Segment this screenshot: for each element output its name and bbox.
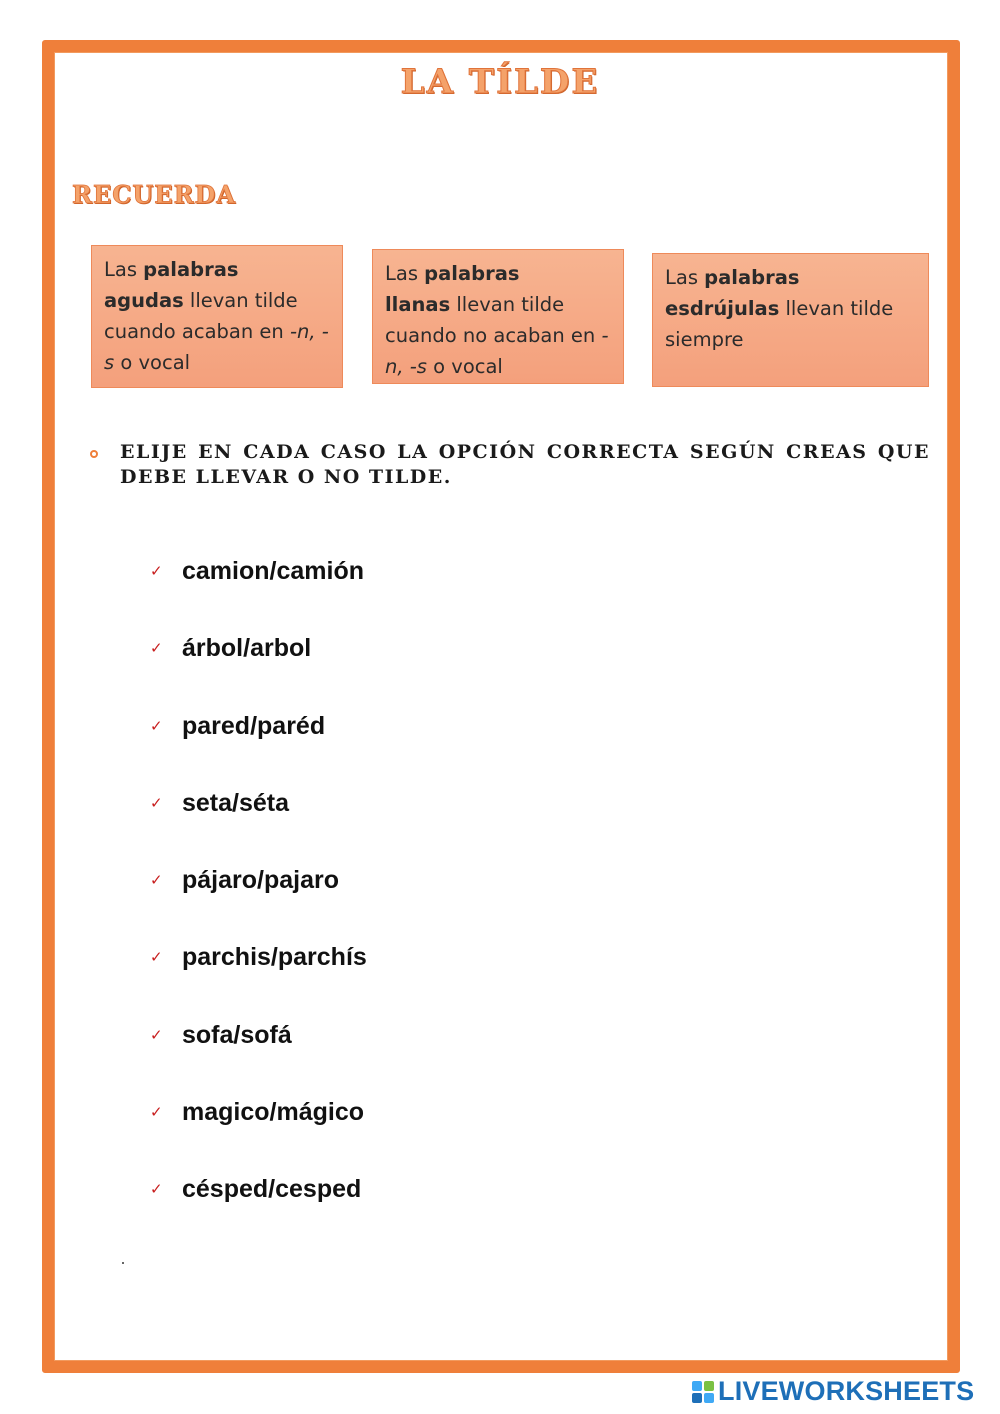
list-item[interactable] [150,784,850,861]
bullet-icon [90,450,98,458]
liveworksheets-logo-icon [692,1381,714,1403]
page-title: LA TÍLDE [400,62,600,102]
option-text[interactable]: parchis/parchís [182,943,367,972]
rule-text: Las [385,262,425,285]
rule-text: o vocal [114,351,191,374]
rule-text: Las [104,258,144,281]
rule-bold: palabras [424,262,520,285]
check-icon: ✓ [150,1103,163,1122]
rule-type: llanas [385,293,451,316]
rule-endings: -n, -s [104,320,329,374]
rule-text: llevan tilde siempre [665,297,894,351]
option-text[interactable]: sofa/sofá [182,1020,292,1049]
rule-endings: -n, -s [385,324,609,378]
rule-bold: palabras [704,266,800,289]
instruction-text: ELIJE EN CADA CASO LA OPCIÓN CORRECTA SEGÚN CREAS QUE DEBE LLEVAR O NO TILDE. [120,441,930,488]
option-text[interactable]: magico/mágico [182,1098,364,1127]
rule-type: agudas [104,289,184,312]
rule-box-llanas [372,249,624,384]
list-item[interactable] [150,629,850,706]
instruction [90,440,930,490]
option-text[interactable]: árbol/arbol [182,634,312,663]
section-heading-recuerda: RECUERDA [72,180,236,209]
rule-text: llevan tilde cuando no acaban en [385,293,602,347]
rule-bold: palabras [143,258,239,281]
option-text[interactable]: pared/paréd [182,711,326,740]
list-item[interactable] [150,552,850,629]
rule-text: o vocal [426,355,503,378]
rule-text: Las [665,266,705,289]
option-text[interactable]: césped/cesped [182,1175,362,1204]
brand-logo[interactable] [692,1376,974,1407]
check-icon: ✓ [150,871,163,890]
check-icon: ✓ [150,948,163,967]
check-icon: ✓ [150,1025,163,1044]
options-list [150,552,850,1248]
check-icon: ✓ [150,639,163,658]
check-icon: ✓ [150,716,163,735]
option-text[interactable]: pájaro/pajaro [182,866,339,895]
list-item[interactable] [150,861,850,938]
list-item[interactable] [150,1093,850,1170]
list-item[interactable] [150,1170,850,1247]
option-text[interactable]: seta/séta [182,788,290,817]
check-icon: ✓ [150,793,163,812]
option-text[interactable]: camion/camión [182,557,364,585]
list-item[interactable] [150,1016,850,1093]
list-item[interactable] [150,707,850,784]
check-icon: ✓ [150,1180,163,1199]
rule-box-esdrujulas [652,253,929,387]
stray-dot [122,1262,124,1264]
rule-text: llevan tilde cuando acaban en [104,289,298,343]
check-icon: ✓ [150,562,163,580]
rule-type: esdrújulas [665,297,780,320]
brand-name: LIVEWORKSHEETS [718,1376,975,1406]
rule-box-agudas [91,245,343,388]
list-item[interactable] [150,938,850,1015]
